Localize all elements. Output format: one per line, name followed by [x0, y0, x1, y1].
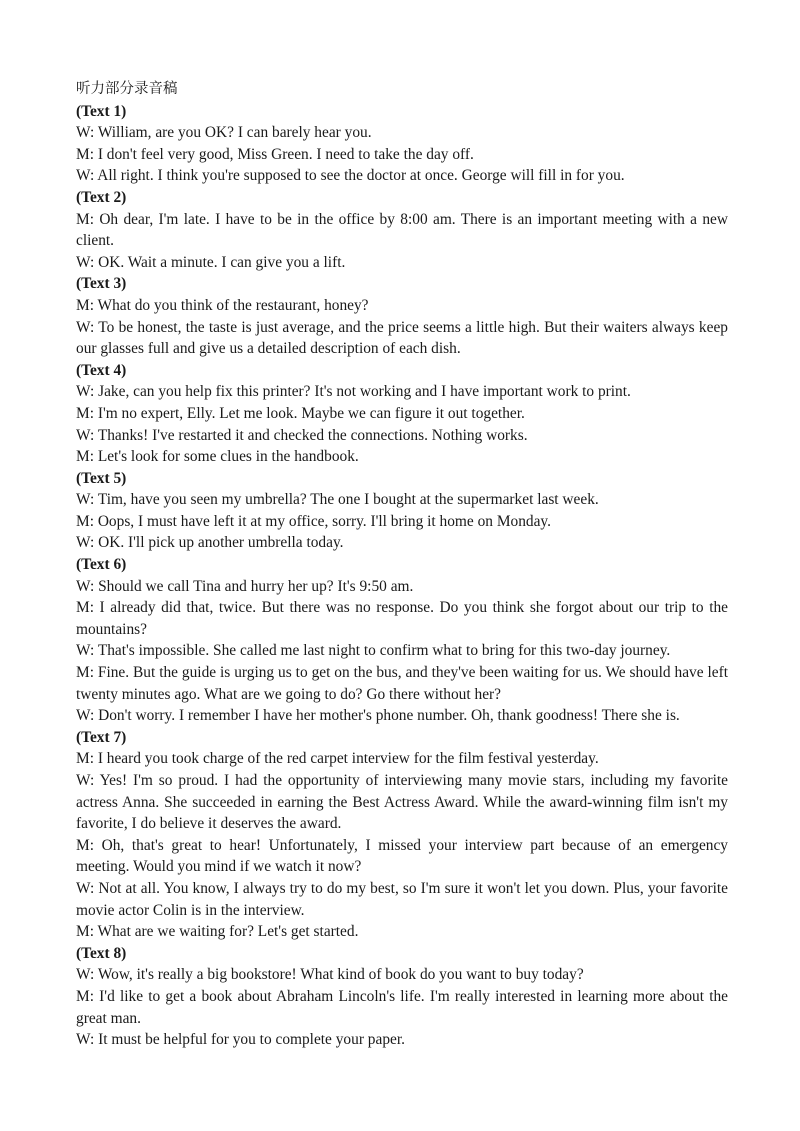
dialogue-line: W: OK. I'll pick up another umbrella today.: [76, 534, 344, 552]
dialogue-line: W: To be honest, the taste is just average, and the price seems a little high. But their waiters always keep our glasses full and give us a detailed description of each dish.: [76, 318, 728, 358]
section-heading: (Text 1): [76, 102, 127, 120]
transcript-section: [76, 101, 728, 187]
speaker-label: W: [76, 772, 90, 789]
dialogue-text: Oops, I must have left it at my office, sorry. I'll bring it home on Monday.: [97, 512, 551, 530]
speaker-label: W: [76, 426, 90, 444]
dialogue-text: Yes! I'm so proud. I had the opportunity of interviewing many movie stars, including my favorite actress Anna. She succeeded in earning the Best Actress Award. While the award-winning film isn't my favorite, I do believe it deserves the award.: [76, 772, 729, 833]
section-heading: (Text 7): [76, 728, 127, 746]
dialogue-line: M: I don't feel very good, Miss Green. I need to take the day off.: [76, 145, 474, 163]
dialogue-text: I don't feel very good, Miss Green. I need to take the day off.: [97, 145, 474, 163]
speaker-label: M: [76, 923, 90, 941]
speaker-label: W: [76, 253, 90, 271]
speaker-label: M: [76, 404, 90, 422]
document-title: 听力部分录音稿: [76, 81, 178, 97]
speaker-label: M: [76, 750, 90, 768]
dialogue-text: William, are you OK? I can barely hear you.: [97, 124, 372, 142]
section-heading: (Text 6): [76, 556, 127, 574]
dialogue-text: All right. I think you're supposed to see the doctor at once. George will fill in for you.: [97, 167, 625, 185]
dialogue-text: OK. Wait a minute. I can give you a lift.: [98, 253, 346, 271]
dialogue-text: To be honest, the taste is just average, and the price seems a little high. But their waiters always keep our glasses full and give us a detailed description of each dish.: [76, 318, 728, 358]
dialogue-line: M: Fine. But the guide is urging us to get on the bus, and they've been waiting for us. We should have left twenty minutes ago. What are we going to do? Go there without her?: [76, 664, 728, 703]
dialogue-text: What do you think of the restaurant, honey?: [97, 296, 369, 314]
speaker-label: M: [76, 987, 90, 1005]
section-heading: (Text 2): [76, 188, 127, 206]
dialogue-line: M: Oops, I must have left it at my office, sorry. I'll bring it home on Monday.: [76, 512, 551, 530]
dialogue-line: W: Not at all. You know, I always try to do my best, so I'm sure it won't let you down. Plus, your favorite movie actor Colin is in the interview.: [76, 879, 728, 919]
dialogue-line: W: William, are you OK? I can barely hear you.: [76, 124, 372, 142]
dialogue-text: Oh dear, I'm late. I have to be in the office by 8:00 am. There is an important meeting with a new client.: [76, 210, 728, 250]
speaker-label: W: [76, 966, 90, 984]
dialogue-text: What are we waiting for? Let's get started.: [97, 923, 359, 941]
speaker-label: M: [76, 599, 90, 617]
dialogue-line: W: Should we call Tina and hurry her up? It's 9:50 am.: [76, 577, 414, 595]
dialogue-text: Oh, that's great to hear! Unfortunately, I missed your interview part because of an emergency meeting. Would you mind if we watch it now?: [76, 836, 728, 876]
transcript-section: [76, 360, 728, 468]
dialogue-line: W: OK. Wait a minute. I can give you a lift.: [76, 253, 346, 271]
dialogue-line: W: That's impossible. She called me last night to confirm what to bring for this two-day journey.: [76, 642, 671, 660]
dialogue-line: W: Tim, have you seen my umbrella? The one I bought at the supermarket last week.: [76, 491, 599, 509]
dialogue-line: W: All right. I think you're supposed to see the doctor at once. George will fill in for you.: [76, 167, 625, 185]
transcript-page: [76, 79, 728, 1051]
speaker-label: W: [76, 879, 90, 897]
speaker-label: W: [76, 491, 90, 509]
dialogue-text: It must be helpful for you to complete your paper.: [98, 1031, 405, 1049]
speaker-label: W: [76, 577, 90, 595]
section-heading: (Text 8): [76, 944, 127, 962]
dialogue-line: W: Thanks! I've restarted it and checked the connections. Nothing works.: [76, 426, 528, 444]
dialogue-line: W: Wow, it's really a big bookstore! What kind of book do you want to buy today?: [76, 966, 584, 984]
dialogue-line: M: Oh, that's great to hear! Unfortunately, I missed your interview part because of an emergency meeting. Would you mind if we watch it now?: [76, 836, 728, 876]
dialogue-line: M: I heard you took charge of the red carpet interview for the film festival yesterday.: [76, 750, 599, 768]
dialogue-text: Tim, have you seen my umbrella? The one I bought at the supermarket last week.: [97, 491, 599, 509]
dialogue-line: W: Don't worry. I remember I have her mother's phone number. Oh, thank goodness! There she is.: [76, 707, 680, 725]
speaker-label: M: [76, 296, 90, 314]
section-heading: (Text 4): [76, 361, 127, 379]
speaker-label: W: [76, 318, 90, 336]
dialogue-text: Not at all. You know, I always try to do my best, so I'm sure it won't let you down. Plus, your favorite movie actor Colin is in the interview.: [76, 879, 728, 919]
dialogue-line: W: It must be helpful for you to complete your paper.: [76, 1031, 405, 1049]
speaker-label: M: [76, 836, 90, 854]
dialogue-text: Don't worry. I remember I have her mother's phone number. Oh, thank goodness! There she is.: [98, 707, 680, 725]
dialogue-line: M: I already did that, twice. But there was no response. Do you think she forgot about our trip to the mountains?: [76, 599, 729, 638]
speaker-label: M: [76, 448, 90, 466]
transcript-sections: [76, 101, 728, 1051]
speaker-label: M: [76, 664, 90, 682]
speaker-label: W: [76, 1031, 90, 1049]
section-heading: (Text 5): [76, 469, 127, 487]
dialogue-text: I'd like to get a book about Abraham Lincoln's life. I'm really interested in learning more about the great man.: [76, 987, 729, 1027]
dialogue-line: M: What do you think of the restaurant, honey?: [76, 296, 369, 314]
speaker-label: M: [76, 145, 90, 163]
speaker-label: W: [76, 534, 90, 552]
dialogue-text: I already did that, twice. But there was no response. Do you think she forgot about our trip to the mountains?: [76, 599, 729, 638]
dialogue-text: That's impossible. She called me last night to confirm what to bring for this two-day journey.: [97, 642, 671, 660]
transcript-section: [76, 187, 728, 273]
section-heading: (Text 3): [76, 275, 127, 293]
dialogue-line: M: What are we waiting for? Let's get started.: [76, 923, 359, 941]
speaker-label: M: [76, 512, 90, 530]
speaker-label: W: [76, 642, 90, 660]
dialogue-text: Let's look for some clues in the handbook.: [97, 448, 359, 466]
transcript-section: [76, 554, 728, 727]
speaker-label: W: [76, 167, 90, 185]
dialogue-line: M: Oh dear, I'm late. I have to be in the office by 8:00 am. There is an important meeting with a new client.: [76, 210, 728, 250]
dialogue-line: M: I'm no expert, Elly. Let me look. Maybe we can figure it out together.: [76, 404, 525, 422]
transcript-section: [76, 273, 728, 359]
speaker-label: W: [76, 124, 90, 142]
transcript-section: [76, 943, 728, 1051]
dialogue-text: Fine. But the guide is urging us to get on the bus, and they've been waiting for us. We should have left twenty minutes ago. What are we going to do? Go there without her?: [76, 664, 728, 703]
dialogue-line: W: Jake, can you help fix this printer? It's not working and I have important work to print.: [76, 383, 631, 401]
dialogue-line: M: I'd like to get a book about Abraham Lincoln's life. I'm really interested in learning more about the great man.: [76, 987, 729, 1027]
dialogue-text: OK. I'll pick up another umbrella today.: [98, 534, 344, 552]
speaker-label: W: [76, 383, 90, 401]
speaker-label: W: [76, 707, 90, 725]
dialogue-text: Thanks! I've restarted it and checked the connections. Nothing works.: [97, 426, 528, 444]
dialogue-line: W: Yes! I'm so proud. I had the opportunity of interviewing many movie stars, including my favorite actress Anna. She succeeded in earning the Best Actress Award. While the award-winning film isn't my favorite, I do believe it deserves the award.: [76, 772, 729, 833]
dialogue-text: Should we call Tina and hurry her up? It's 9:50 am.: [98, 577, 414, 595]
dialogue-text: I heard you took charge of the red carpet interview for the film festival yesterday.: [97, 750, 599, 768]
speaker-label: M: [76, 210, 90, 228]
dialogue-text: I'm no expert, Elly. Let me look. Maybe we can figure it out together.: [97, 404, 525, 422]
transcript-section: [76, 468, 728, 554]
dialogue-text: Jake, can you help fix this printer? It's not working and I have important work to print.: [98, 383, 631, 401]
dialogue-line: M: Let's look for some clues in the handbook.: [76, 448, 359, 466]
dialogue-text: Wow, it's really a big bookstore! What kind of book do you want to buy today?: [97, 966, 584, 984]
transcript-section: [76, 727, 728, 943]
